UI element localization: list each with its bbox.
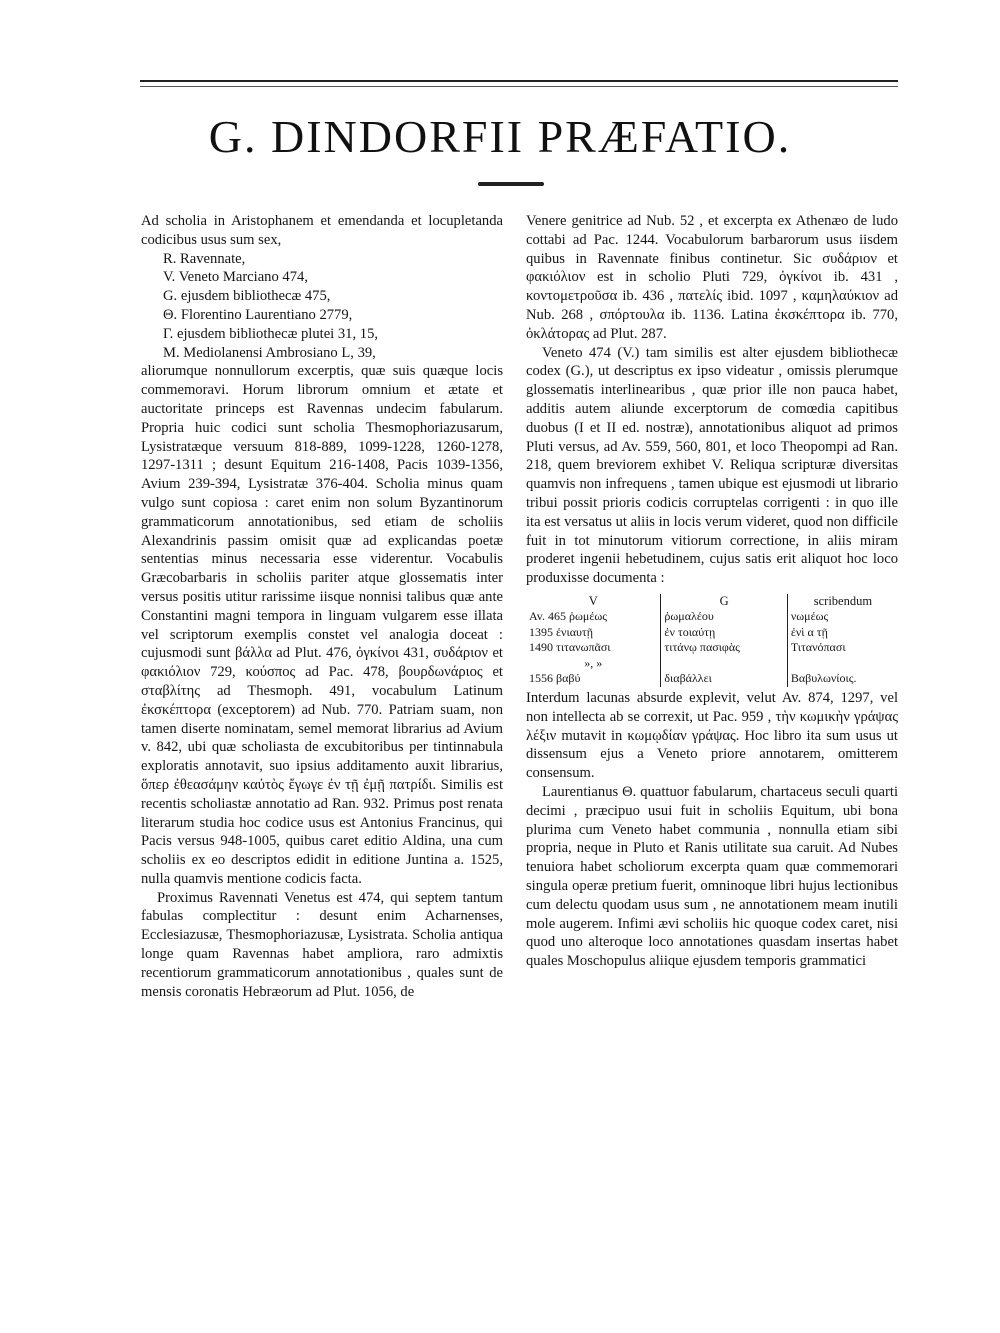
left-column: [141, 212, 503, 1001]
table-row: [526, 671, 898, 687]
table-cell: ἐν τοιαύτῃ: [661, 625, 787, 641]
table-row: [526, 656, 898, 672]
table-cell: 1490 τιτανωπᾶσι: [529, 640, 611, 655]
table-cell: 1395 ἐνιαυτῇ: [529, 624, 594, 639]
page-title: G. DINDORFII PRÆFATIO.: [208, 111, 792, 162]
right-column: [526, 212, 898, 971]
table-header: G: [661, 594, 787, 610]
codex-item: M. Mediolanensi Ambrosiano L, 39,: [163, 344, 376, 361]
paragraph: Venere genitrice ad Nub. 52 , et excerpta ex Athenæo de ludo cottabi ad Pac. 1244. Vocabulorum barbarorum usus iisdem quibus in Ravennate finibus continetur. Sic συδάριον et φακιόλιον est in scholio Pluti 729, ὀγκίνοι ib. 431 , κοντομετροῦσα ib. 436 , πατελίς ibid. 1097 , καμηλαύκιον ad Nub. 268 , σπόρτουλα ib. 1136. Latina ἐκσκέπτορα ib. 770, ὀκλάτορας ad Plut. 287.: [526, 213, 898, 342]
table-cell: τιτάνῳ πασιφὰς: [661, 640, 787, 656]
table-cell: Βαβυλωνίοις.: [790, 671, 857, 686]
table-cell: ἐνὶ α τῇ: [790, 624, 828, 639]
table-row: [526, 609, 898, 625]
table-header: V: [588, 593, 598, 608]
table-cell: », »: [584, 655, 603, 670]
table-cell: ῥωμαλέου: [661, 609, 787, 625]
table-cell: νωμέως: [790, 609, 829, 624]
paragraph: aliorumque nonnullorum excerptis, quæ suis quæque locis commemoravi. Horum librorum omnium et ætate et auctoritate princeps est Ravennas undecim fabularum. Propria huic codici sunt scholia Thesmophoriazusarum, Lysistratæque versuum 818-889, 1099-1228, 1260-1278, 1297-1311 ; desunt Equitum 216-1408, Pacis 1039-1356, Avium 239-394, Lysistratæ 376-404. Scholia minus quam vulgo sunt copiosa : caret enim non solum Byzantinorum grammaticorum annotationibus, sed etiam de scholiis Alexandrinis passim omisit quæ ad explicandas poetæ sententias minus necessaria esse viderentur. Vocabulis Græcobarbaris in scholiis pariter atque glossematis inter versus positis utitur rarissime iisque nonnisi talibus quæ ante Constantini magni tempora in linguam vulgarem esse illata vel scriptorum exemplis constet vel analogia doceat : cujusmodi sunt βάλλα ad Plut. 476, ὀγκίνοι 431, συδάριον et φακιόλιον 729, κούσπος ad Pac. 478, βουρδωνάριος et σταβλίτης ad Thesmoph. 491, vocabulum Latinum ἐκσκέπτορα (exceptorem) ad Nub. 770. Patriam suam, non tamen diserte nominatam, semel memorat librarius ad Avium v. 842, ubi quæ scholiasta de excubitoribus per tintinnabula exploratis annotavit, suo ipsius additamento auxit librarius, ὅπερ ἐθεασάμην καὐτὸς ἔγωγε ἐν τῇ ἐμῇ πατρίδι. Similis est recentis scholiastæ annotatio ad Ran. 932. Primus post renata literarum studia hoc codice usus est Antonius Francinus, qui Pacis versus 948-1005, quibus caret editio Aldina, una cum scholiis ex eo descriptos edidit in editione Juntina a. 1525, nulla quamvis mentione codicis facta.: [141, 363, 503, 887]
paragraph: Interdum lacunas absurde explevit, velut Av. 874, 1297, vel non intellecta ab se correxit, ut Pac. 959 , τὴν κωμικὴν γράψας λέξιν mutavit in κωμῳδίαν γράψας. Hoc libro ita sum usus ut dissensum ejus a Veneto priore annotarem, omitterem consensum.: [526, 689, 898, 782]
paragraph: Proximus Ravennati Venetus est 474, qui septem tantum fabulas complectitur : desunt enim Acharnenses, Ecclesiazusæ, Thesmophoriazusæ, Lysistrata. Scholia antiqua longe quam Ravennas habet ampliora, raro admixtis recentiorum grammaticorum annotationibus , quales sunt de mensis coronatis Hebræorum ad Plut. 1056, de: [141, 889, 503, 1000]
table-header-row: [526, 594, 898, 610]
codex-item: R. Ravennate,: [163, 250, 246, 267]
table-cell: [661, 656, 787, 672]
table-header: scribendum: [813, 593, 873, 608]
paragraph: Veneto 474 (V.) tam similis est alter ejusdem bibliothecæ codex (G.), ut descriptus ex ipso videatur , omissis plerumque glossematis interlinearibus , quæ prior ille non pauca habet, additis autem aliunde excerptorum de comœdia capitibus duobus (I et II ed. nostræ), annotationibus aliquot ad primos Pluti versus, ad Av. 559, 560, 801, et loco Theopompi ad Ran. 218, quem breviorem exhibet V. Reliqua scripturæ diversitas quamvis non infrequens , tamen ubique est ejusmodi ut librario tribui possit prioris codicis corruptelas corrigenti : in quo ille ita est versatus ut aliis in locis verum videret, quod non difficile fuit in tot minutorum vitiorum correctione, in aliis miram proderet ingenii hebetudinem, cujus satis erit aliquot hoc loco produxisse documenta :: [526, 344, 898, 587]
paragraph: Laurentianus Θ. quattuor fabularum, chartaceus seculi quarti decimi , præcipuo usui fuit in scholiis Equitum, ubi bona plurima cum Veneto habet communia , nonnulla etiam sibi propria, neque in Pluto et Ranis utilitate sua caruit. Ad Nubes tenuiora habet scholiorum excerpta quam quæ commemorari singula operæ pretium fuerit, omninoque libri hujus lectionibus cum delectu quodam usus sum , ne annotationem meam inutili mole augerem. Infimi ævi scholiis hic quoque codex caret, nisi quod uno alteroque loco annotationes quasdam insertas habet quales Moschopulus aliique ejusdem temporis grammatici: [526, 783, 898, 970]
title-ornament: [478, 182, 544, 186]
table-row: [526, 625, 898, 641]
intro-text: Ad scholia in Aristophanem et emendanda et locupletanda codicibus usus sum sex,: [141, 213, 503, 248]
table-cell: Av. 465 ῥωμέως: [529, 609, 608, 624]
codex-item: Θ. Florentino Laurentiano 2779,: [163, 306, 353, 323]
header-rule: [140, 80, 898, 87]
table-cell: 1556 βαβύ: [529, 671, 581, 686]
table-row: [526, 640, 898, 656]
table-cell: [787, 656, 898, 672]
variant-readings-table: [526, 594, 898, 687]
codex-item: G. ejusdem bibliothecæ 475,: [163, 288, 331, 305]
codex-item: Γ. ejusdem bibliothecæ plutei 31, 15,: [163, 325, 379, 342]
table-cell: Τιτανόπασι: [790, 640, 846, 655]
table-cell: διαβάλλει: [661, 671, 787, 687]
codex-item: V. Veneto Marciano 474,: [163, 269, 308, 286]
